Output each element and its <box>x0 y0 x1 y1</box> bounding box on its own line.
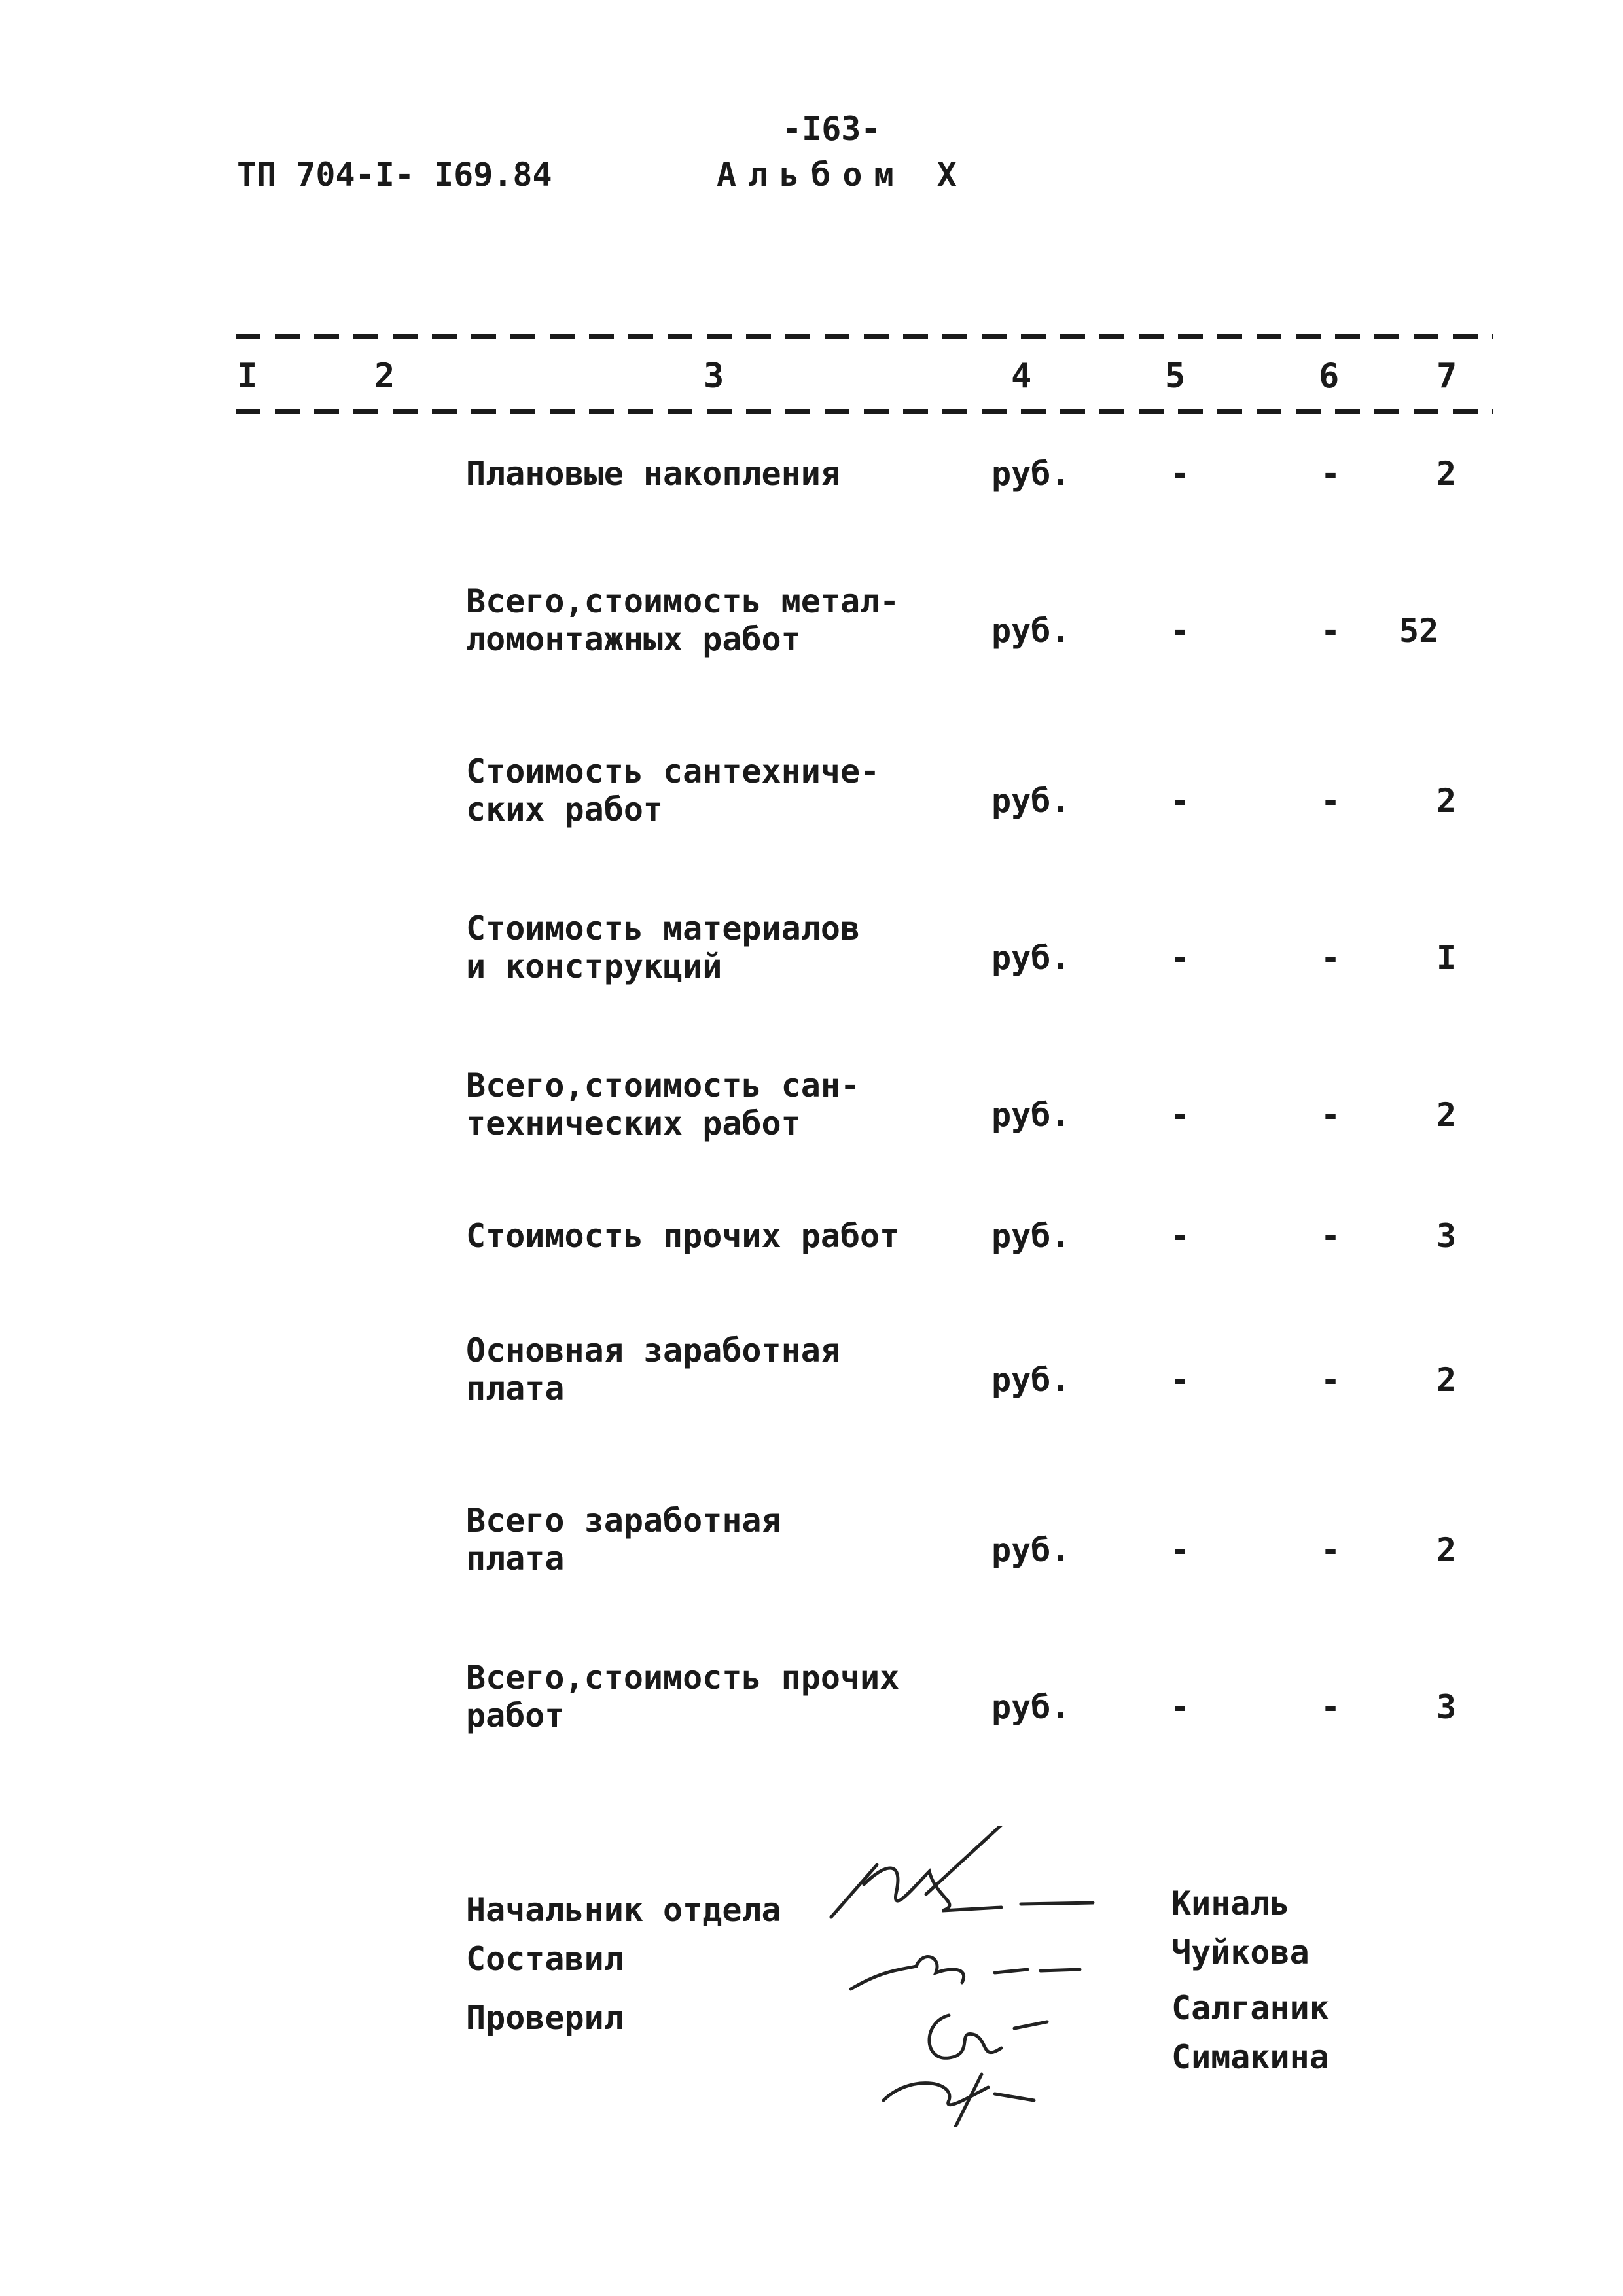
album-label: Альбом Х <box>717 156 969 194</box>
row-unit: руб. <box>991 1688 1071 1726</box>
row-col6-dash: - <box>1321 612 1341 650</box>
row-description-line: Основная заработная <box>466 1332 840 1369</box>
row-col5-dash: - <box>1170 1531 1190 1569</box>
row-description <box>466 910 860 985</box>
row-col6-dash: - <box>1321 1096 1341 1134</box>
row-col6-dash: - <box>1321 1688 1341 1726</box>
row-description-line: Всего,стоимость сан- <box>466 1067 861 1104</box>
row-value: 2 <box>1436 1361 1457 1399</box>
signature-name-simakina: Симакина <box>1171 2038 1329 2076</box>
row-col6-dash: - <box>1321 1217 1341 1255</box>
signature-label-head: Начальник отдела <box>466 1891 781 1929</box>
row-col6-dash: - <box>1321 1531 1341 1569</box>
row-description-line: и конструкций <box>466 947 722 985</box>
row-col5-dash: - <box>1170 612 1190 650</box>
row-description-line: Стоимость прочих работ <box>466 1217 900 1255</box>
row-description-line: ских работ <box>466 790 664 828</box>
row-description-line: Стоимость сантехниче- <box>466 752 880 790</box>
row-description-line: плата <box>466 1540 565 1578</box>
row-col5-dash: - <box>1170 1096 1190 1134</box>
row-description-line: Всего,стоимость прочих <box>466 1659 900 1697</box>
column-number-5: 5 <box>1165 357 1186 396</box>
signature-label-compiled: Составил <box>466 1940 624 1978</box>
document-id: ТП 704-I- I69.84 <box>237 156 552 194</box>
row-value: I <box>1436 939 1457 977</box>
column-number-6: 6 <box>1319 357 1340 396</box>
column-number-7: 7 <box>1436 357 1457 396</box>
table-header-rule <box>236 409 1493 414</box>
signature-name-salganik: Салганик <box>1171 1989 1329 2027</box>
column-number-3: 3 <box>704 357 724 396</box>
row-col6-dash: - <box>1321 1361 1341 1399</box>
row-description-line: технических работ <box>466 1104 801 1142</box>
row-description <box>466 455 840 493</box>
row-col6-dash: - <box>1321 455 1341 493</box>
signature-name-chuikova: Чуйкова <box>1171 1934 1310 1971</box>
row-description <box>466 1502 781 1578</box>
row-col5-dash: - <box>1170 1217 1190 1255</box>
row-description <box>466 1217 899 1255</box>
handwritten-signatures <box>805 1826 1106 2127</box>
row-unit: руб. <box>991 1096 1071 1134</box>
row-unit: руб. <box>991 1361 1071 1399</box>
row-col5-dash: - <box>1170 939 1190 977</box>
row-unit: руб. <box>991 455 1071 493</box>
row-description <box>466 752 880 828</box>
row-description-line: Всего заработная <box>466 1502 781 1540</box>
column-number-2: 2 <box>374 357 395 396</box>
row-col5-dash: - <box>1170 782 1190 820</box>
row-description-line: плата <box>466 1369 565 1407</box>
row-description <box>466 1659 899 1735</box>
row-description-line: Всего,стоимость метал- <box>466 582 900 620</box>
row-description-line: Стоимость материалов <box>466 910 861 947</box>
row-col6-dash: - <box>1321 782 1341 820</box>
row-value: 2 <box>1436 455 1457 493</box>
row-unit: руб. <box>991 1531 1071 1569</box>
row-value: 52 <box>1399 612 1439 650</box>
table-top-rule <box>236 334 1493 339</box>
row-value: 3 <box>1436 1217 1457 1255</box>
row-col5-dash: - <box>1170 455 1190 493</box>
row-description <box>466 1332 840 1407</box>
row-unit: руб. <box>991 1217 1071 1255</box>
row-description <box>466 582 899 658</box>
row-description <box>466 1067 860 1142</box>
column-number-4: 4 <box>1011 357 1032 396</box>
row-description-line: Плановые накопления <box>466 455 840 493</box>
row-description-line: ломонтажных работ <box>466 620 801 658</box>
row-unit: руб. <box>991 939 1071 977</box>
row-col6-dash: - <box>1321 939 1341 977</box>
row-value: 2 <box>1436 1531 1457 1569</box>
row-description-line: работ <box>466 1697 565 1735</box>
page-number: -I63- <box>782 110 881 148</box>
column-number-1: I <box>237 357 258 396</box>
row-value: 3 <box>1436 1688 1457 1726</box>
signature-name-kinal: Киналь <box>1171 1884 1290 1922</box>
row-unit: руб. <box>991 782 1071 820</box>
row-value: 2 <box>1436 1096 1457 1134</box>
row-col5-dash: - <box>1170 1361 1190 1399</box>
row-value: 2 <box>1436 782 1457 820</box>
signature-label-checked: Проверил <box>466 1999 624 2037</box>
row-col5-dash: - <box>1170 1688 1190 1726</box>
row-unit: руб. <box>991 612 1071 650</box>
